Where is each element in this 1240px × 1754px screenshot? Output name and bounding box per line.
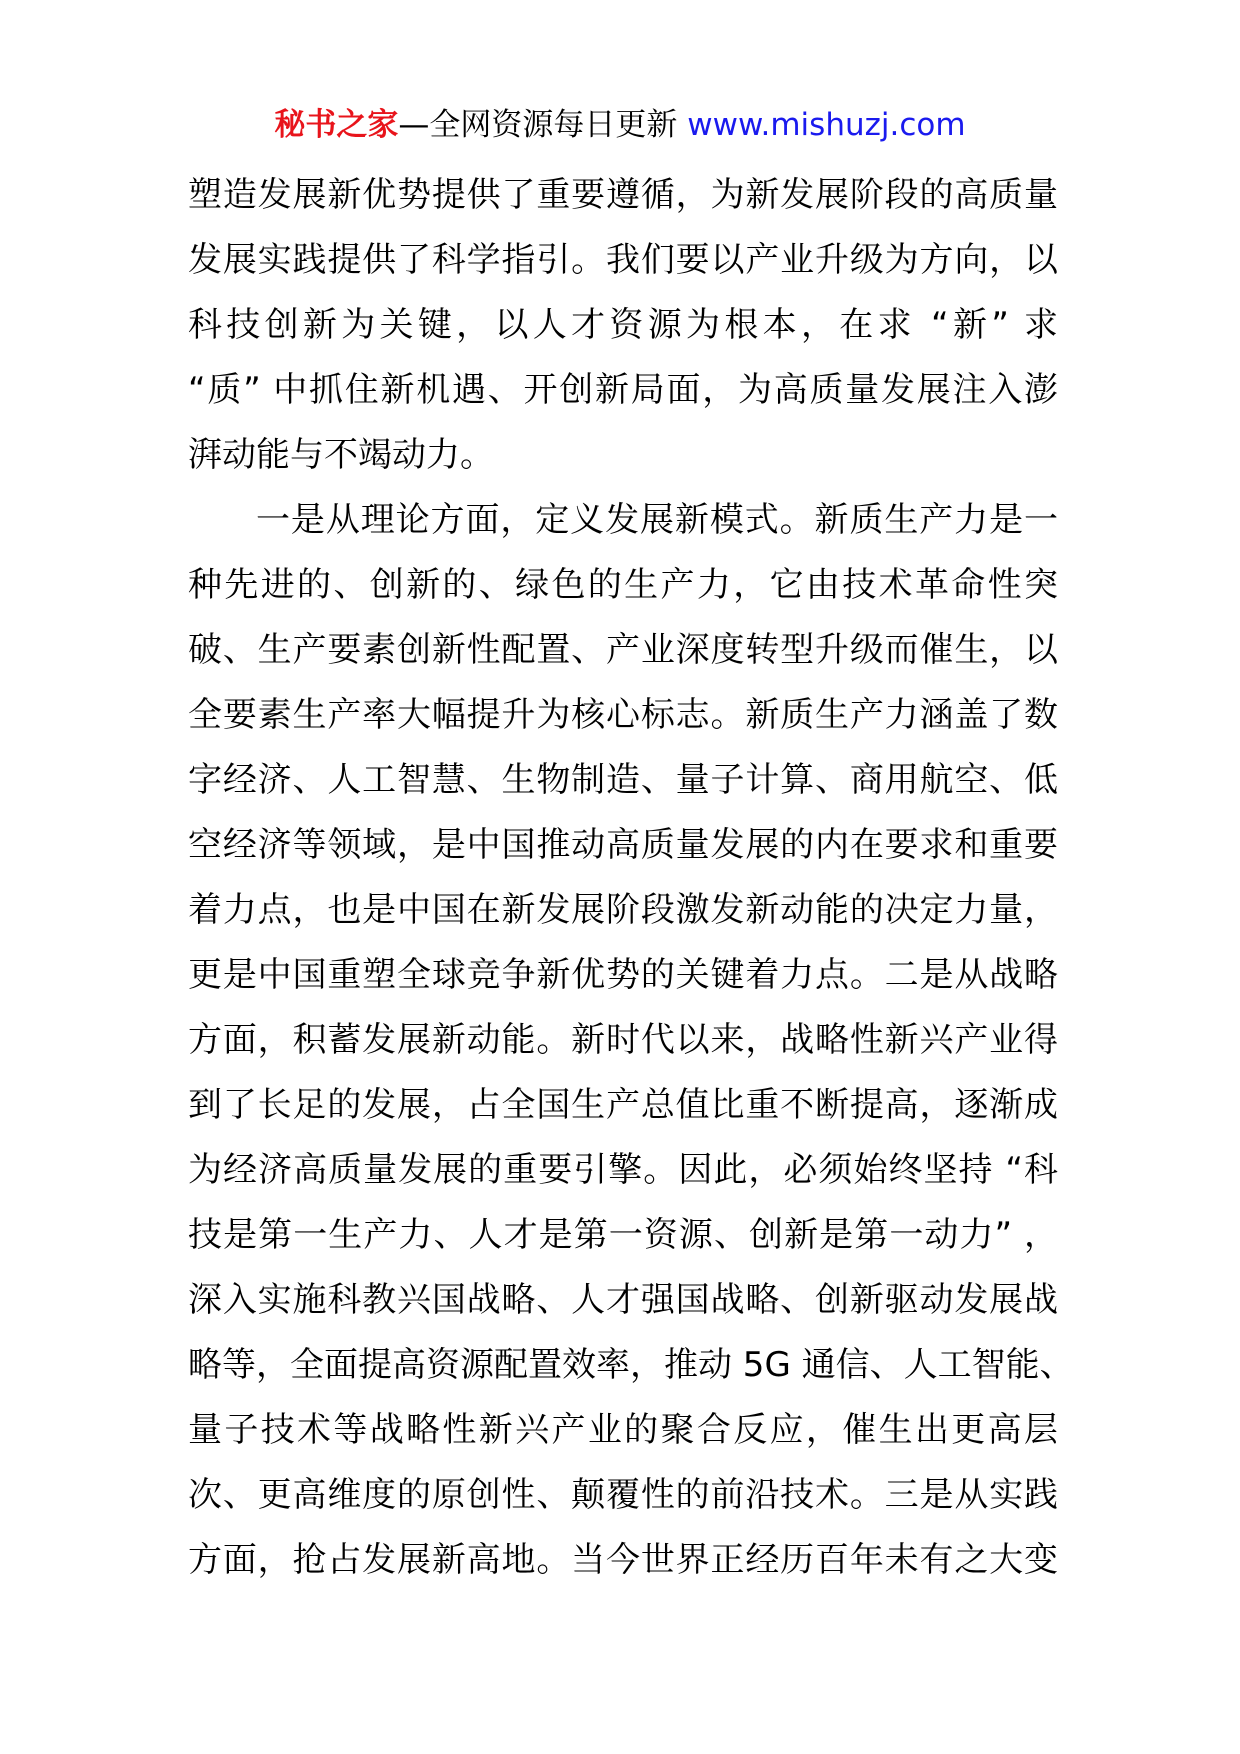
- document-body: [188, 163, 1074, 1593]
- text-line: 科技创新为关键，以人才资源为根本，在求 “新” 求: [188, 305, 1058, 345]
- paragraph-first-line: 一是从理论方面，定义发展新模式。新质生产力是一: [256, 500, 1058, 540]
- text-line: 空经济等领域，是中国推动高质量发展的内在要求和重要: [188, 825, 1058, 865]
- text-line: 湃动能与不竭动力。: [188, 435, 494, 475]
- text-line: 方面，抢占发展新高地。当今世界正经历百年未有之大变: [188, 1540, 1058, 1580]
- text-line: 为经济高质量发展的重要引擎。因此，必须始终坚持 “科: [188, 1150, 1058, 1190]
- text-line: 量子技术等战略性新兴产业的聚合反应，催生出更高层: [188, 1410, 1058, 1450]
- text-line: 次、更高维度的原创性、颠覆性的前沿技术。三是从实践: [188, 1475, 1058, 1515]
- text-line: “质” 中抓住新机遇、开创新局面，为高质量发展注入澎: [188, 370, 1058, 410]
- text-line: 发展实践提供了科学指引。我们要以产业升级为方向，以: [188, 240, 1058, 280]
- text-line: 种先进的、创新的、绿色的生产力，它由技术革命性突: [188, 565, 1058, 605]
- text-line: 全要素生产率大幅提升为核心标志。新质生产力涵盖了数: [188, 695, 1058, 735]
- text-line: 着力点，也是中国在新发展阶段激发新动能的决定力量，: [188, 890, 1058, 930]
- text-line: 塑造发展新优势提供了重要遵循，为新发展阶段的高质量: [188, 175, 1058, 215]
- text-line: 更是中国重塑全球竞争新优势的关键着力点。二是从战略: [188, 955, 1058, 995]
- text-line: 字经济、人工智慧、生物制造、量子计算、商用航空、低: [188, 760, 1058, 800]
- text-line: 深入实施科教兴国战略、人才强国战略、创新驱动发展战: [188, 1280, 1058, 1320]
- brand-name: 秘书之家: [274, 107, 399, 143]
- website-link[interactable]: www.mishuzj.com: [687, 107, 966, 143]
- text-line: 技是第一生产力、人才是第一资源、创新是第一动力” ，: [188, 1215, 1058, 1255]
- page-header: [0, 100, 1240, 150]
- header-tagline: —全网资源每日更新: [398, 107, 678, 143]
- text-line: 破、生产要素创新性配置、产业深度转型升级而催生，以: [188, 630, 1058, 670]
- text-line: 到了长足的发展，占全国生产总值比重不断提高，逐渐成: [188, 1085, 1058, 1125]
- text-line: 方面，积蓄发展新动能。新时代以来，战略性新兴产业得: [188, 1020, 1058, 1060]
- text-line: 略等，全面提高资源配置效率，推动 5G 通信、人工智能、: [188, 1345, 1074, 1385]
